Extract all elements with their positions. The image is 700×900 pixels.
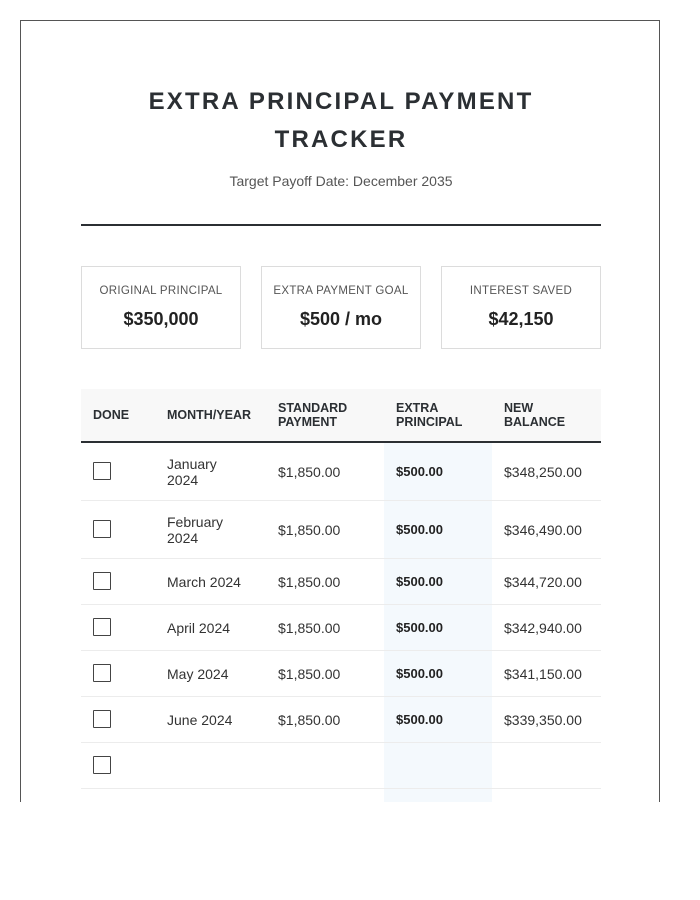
cell-extra-principal: $500.00 — [396, 463, 443, 479]
table-row — [81, 501, 601, 559]
cell-standard-payment: $1,850.00 — [278, 619, 341, 636]
cell-month-year: February 2024 — [167, 513, 224, 546]
cell-extra-principal: $500.00 — [396, 665, 443, 681]
cell-extra-principal: $500.00 — [396, 619, 443, 635]
done-checkbox[interactable] — [93, 664, 111, 682]
table-row — [81, 651, 601, 697]
cell-extra-principal: $500.00 — [396, 573, 443, 589]
header-extra-principal: EXTRA PRINCIPAL — [396, 401, 463, 429]
cell-new-balance: $342,940.00 — [504, 619, 582, 636]
table-row — [81, 697, 601, 743]
header-new-balance: NEW BALANCE — [504, 401, 566, 429]
cell-month-year — [167, 789, 247, 802]
cell-month-year: April 2024 — [167, 619, 231, 636]
summary-card-label: ORIGINAL PRINCIPAL — [99, 285, 223, 297]
cell-new-balance — [504, 743, 601, 788]
done-checkbox[interactable] — [93, 572, 111, 590]
cell-standard-payment — [278, 789, 378, 802]
cell-extra-principal: $500.00 — [396, 711, 443, 727]
cell-month-year — [167, 743, 247, 788]
table-row — [81, 559, 601, 605]
summary-card-value: $350,000 — [123, 309, 199, 329]
cell-standard-payment: $1,850.00 — [278, 463, 341, 480]
summary-card-interest-saved — [441, 266, 601, 349]
summary-card-label: EXTRA PAYMENT GOAL — [273, 285, 409, 297]
cell-new-balance: $341,150.00 — [504, 665, 582, 682]
done-checkbox[interactable] — [93, 520, 111, 538]
tracker-page — [20, 20, 660, 802]
done-checkbox[interactable] — [93, 756, 111, 774]
cell-month-year: May 2024 — [167, 665, 229, 682]
page-title: EXTRA PRINCIPAL PAYMENT TRACKER — [148, 88, 534, 153]
cell-new-balance — [504, 789, 601, 802]
table-row — [81, 789, 601, 802]
summary-card-extra-payment-goal — [261, 266, 421, 349]
done-checkbox[interactable] — [93, 618, 111, 636]
cell-month-year: January 2024 — [167, 455, 217, 488]
summary-card-original-principal — [81, 266, 241, 349]
cell-standard-payment: $1,850.00 — [278, 521, 341, 538]
title-divider — [81, 224, 601, 226]
table-body — [81, 443, 601, 802]
cell-new-balance: $339,350.00 — [504, 711, 582, 728]
cell-extra-principal — [396, 789, 481, 802]
done-checkbox[interactable] — [93, 462, 111, 480]
cell-new-balance: $348,250.00 — [504, 463, 582, 480]
table-row — [81, 743, 601, 789]
cell-standard-payment: $1,850.00 — [278, 665, 341, 682]
done-checkbox[interactable] — [93, 710, 111, 728]
cell-extra-principal: $500.00 — [396, 521, 443, 537]
summary-card-value: $500 / mo — [299, 309, 383, 329]
header-month-year: MONTH/YEAR — [167, 408, 252, 422]
payment-table — [81, 389, 601, 802]
header-done: DONE — [93, 408, 130, 422]
summary-card-value: $42,150 — [488, 309, 554, 329]
cell-new-balance: $346,490.00 — [504, 521, 582, 538]
cell-new-balance: $344,720.00 — [504, 573, 582, 590]
cell-standard-payment: $1,850.00 — [278, 711, 341, 728]
cell-month-year: March 2024 — [167, 573, 241, 590]
cell-month-year: June 2024 — [167, 711, 233, 728]
target-payoff-date: Target Payoff Date: December 2035 — [229, 173, 453, 189]
cell-standard-payment: $1,850.00 — [278, 573, 341, 590]
header-standard-payment: STANDARD PAYMENT — [278, 401, 348, 429]
table-row — [81, 605, 601, 651]
cell-extra-principal — [396, 743, 481, 788]
cell-standard-payment — [278, 743, 378, 788]
table-row — [81, 443, 601, 501]
summary-card-label: INTEREST SAVED — [469, 285, 573, 297]
table-header — [81, 389, 601, 443]
